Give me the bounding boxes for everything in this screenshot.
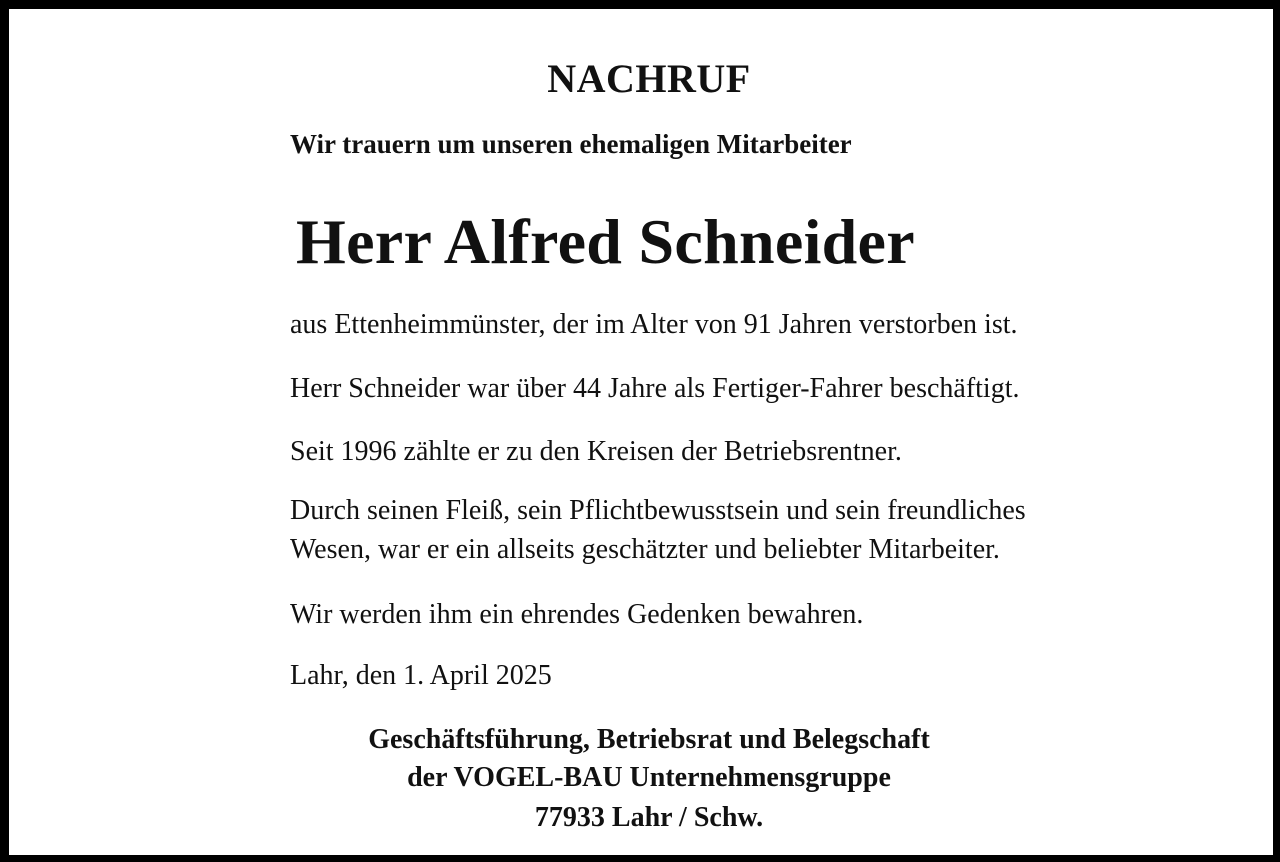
signature-line-3: 77933 Lahr / Schw.: [534, 802, 764, 833]
origin-age-line: aus Ettenheimmünster, der im Alter von 91 Jahren verstorben ist.: [290, 309, 1018, 340]
signature-line-1: Geschäftsführung, Betriebsrat und Belegschaft: [368, 724, 930, 755]
remembrance-line: Wir werden ihm ein ehrendes Gedenken bewahren.: [290, 599, 864, 630]
tribute-line-2: Wesen, war er ein allseits geschätzter und beliebter Mitarbeiter.: [290, 534, 1000, 565]
tribute-line-1: Durch seinen Fleiß, sein Pflichtbewusstsein und sein freundliches: [290, 495, 1026, 526]
deceased-name: Herr Alfred Schneider: [296, 206, 915, 277]
retirement-line: Seit 1996 zählte er zu den Kreisen der Betriebsrentner.: [290, 436, 902, 467]
notice-title: NACHRUF: [547, 56, 751, 101]
place-date-line: Lahr, den 1. April 2025: [290, 660, 552, 691]
intro-line: Wir trauern um unseren ehemaligen Mitarbeiter: [290, 129, 852, 159]
employment-line: Herr Schneider war über 44 Jahre als Fertiger-Fahrer beschäftigt.: [290, 373, 1020, 404]
signature-line-2: der VOGEL-BAU Unternehmensgruppe: [407, 762, 891, 793]
